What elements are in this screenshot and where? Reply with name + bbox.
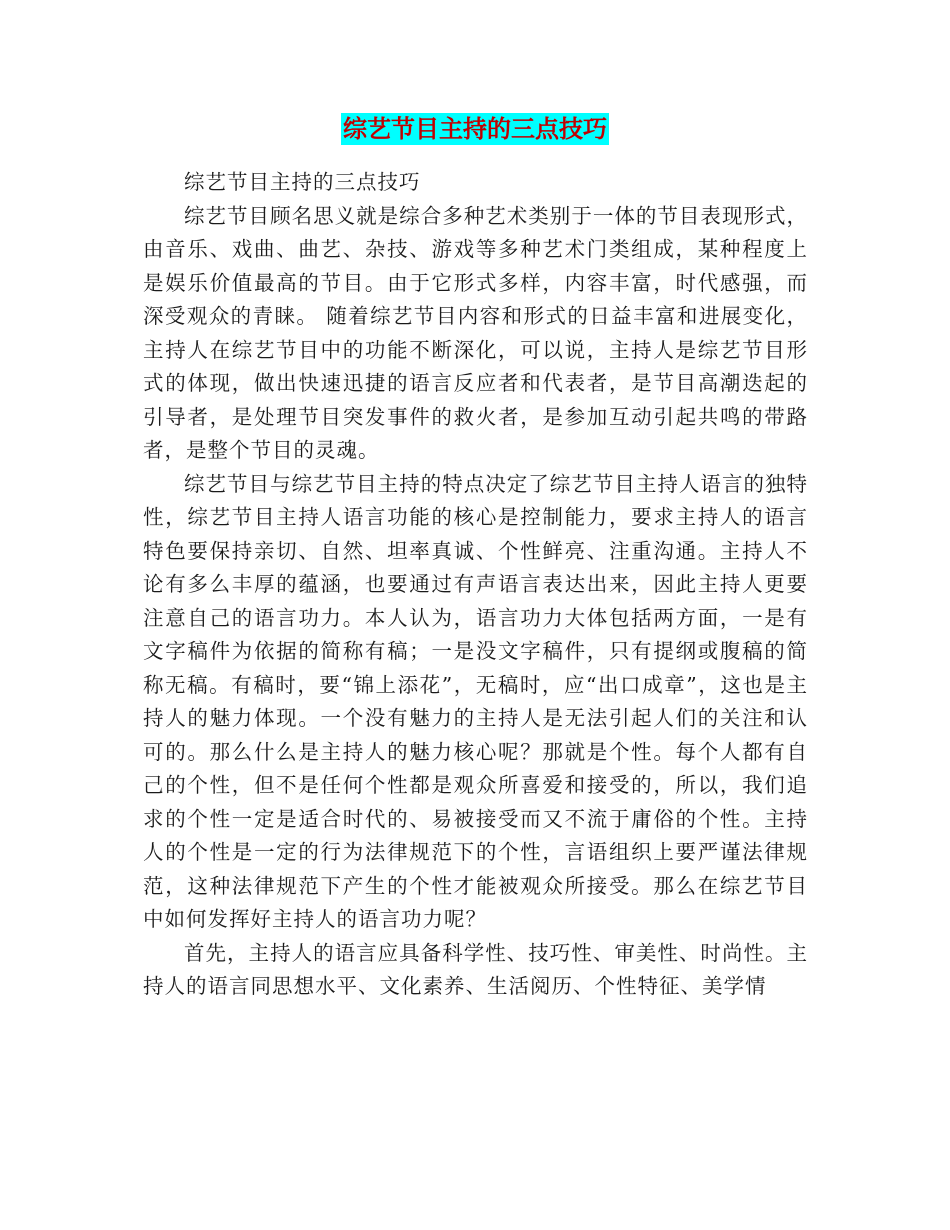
document-title: 综艺节目主持的三点技巧 — [343, 114, 607, 143]
paragraph-first-point: 首先，主持人的语言应具备科学性、技巧性、审美性、时尚性。主持人的语言同思想水平、文化素养、生活阅历、个性特征、美学情 — [143, 940, 808, 998]
title-container — [0, 113, 950, 145]
paragraph-subtitle: 综艺节目主持的三点技巧 — [184, 170, 421, 194]
document-body — [143, 166, 808, 1004]
paragraph-language-features: 综艺节目与综艺节目主持的特点决定了综艺节目主持人语言的独特性，综艺节目主持人语言功能的核心是控制能力，要求主持人的语言特色要保持亲切、自然、坦率真诚、个性鲜亮、注重沟通。主持人不论有多么丰厚的蕴涵，也要通过有声语言表达出来，因此主持人更要注意自己的语言功力。本人认为，语言功力大体包括两方面，一是有文字稿件为依据的简称有稿；一是没文字稿件，只有提纲或腹稿的简称无稿。有稿时，要“锦上添花”，无稿时，应“出口成章”，这也是主持人的魅力体现。一个没有魅力的主持人是无法引起人们的关注和认可的。那么什么是主持人的魅力核心呢？那就是个性。每个人都有自己的个性，但不是任何个性都是观众所喜爱和接受的，所以，我们追求的个性一定是适合时代的、易被接受而又不流于庸俗的个性。主持人的个性是一定的行为法律规范下的个性，言语组织上要严谨法律规范，这种法律规范下产生的个性才能被观众所接受。那么在综艺节目中如何发挥好主持人的语言功力呢？ — [143, 471, 808, 931]
paragraph-intro: 综艺节目顾名思义就是综合多种艺术类别于一体的节目表现形式，由音乐、戏曲、曲艺、杂技、游戏等多种艺术门类组成，某种程度上是娱乐价值最高的节目。由于它形式多样，内容丰富，时代感强，而深受观众的青睐。 随着综艺节目内容和形式的日益丰富和进展变化，主持人在综艺节目中的功能不断深化，可以说，主持人是综艺节目形式的体现，做出快速迅捷的语言反应者和代表者，是节目高潮迭起的引导者，是处理节目突发事件的救火者，是参加互动引起共鸣的带路者，是整个节目的灵魂。 — [143, 203, 808, 462]
